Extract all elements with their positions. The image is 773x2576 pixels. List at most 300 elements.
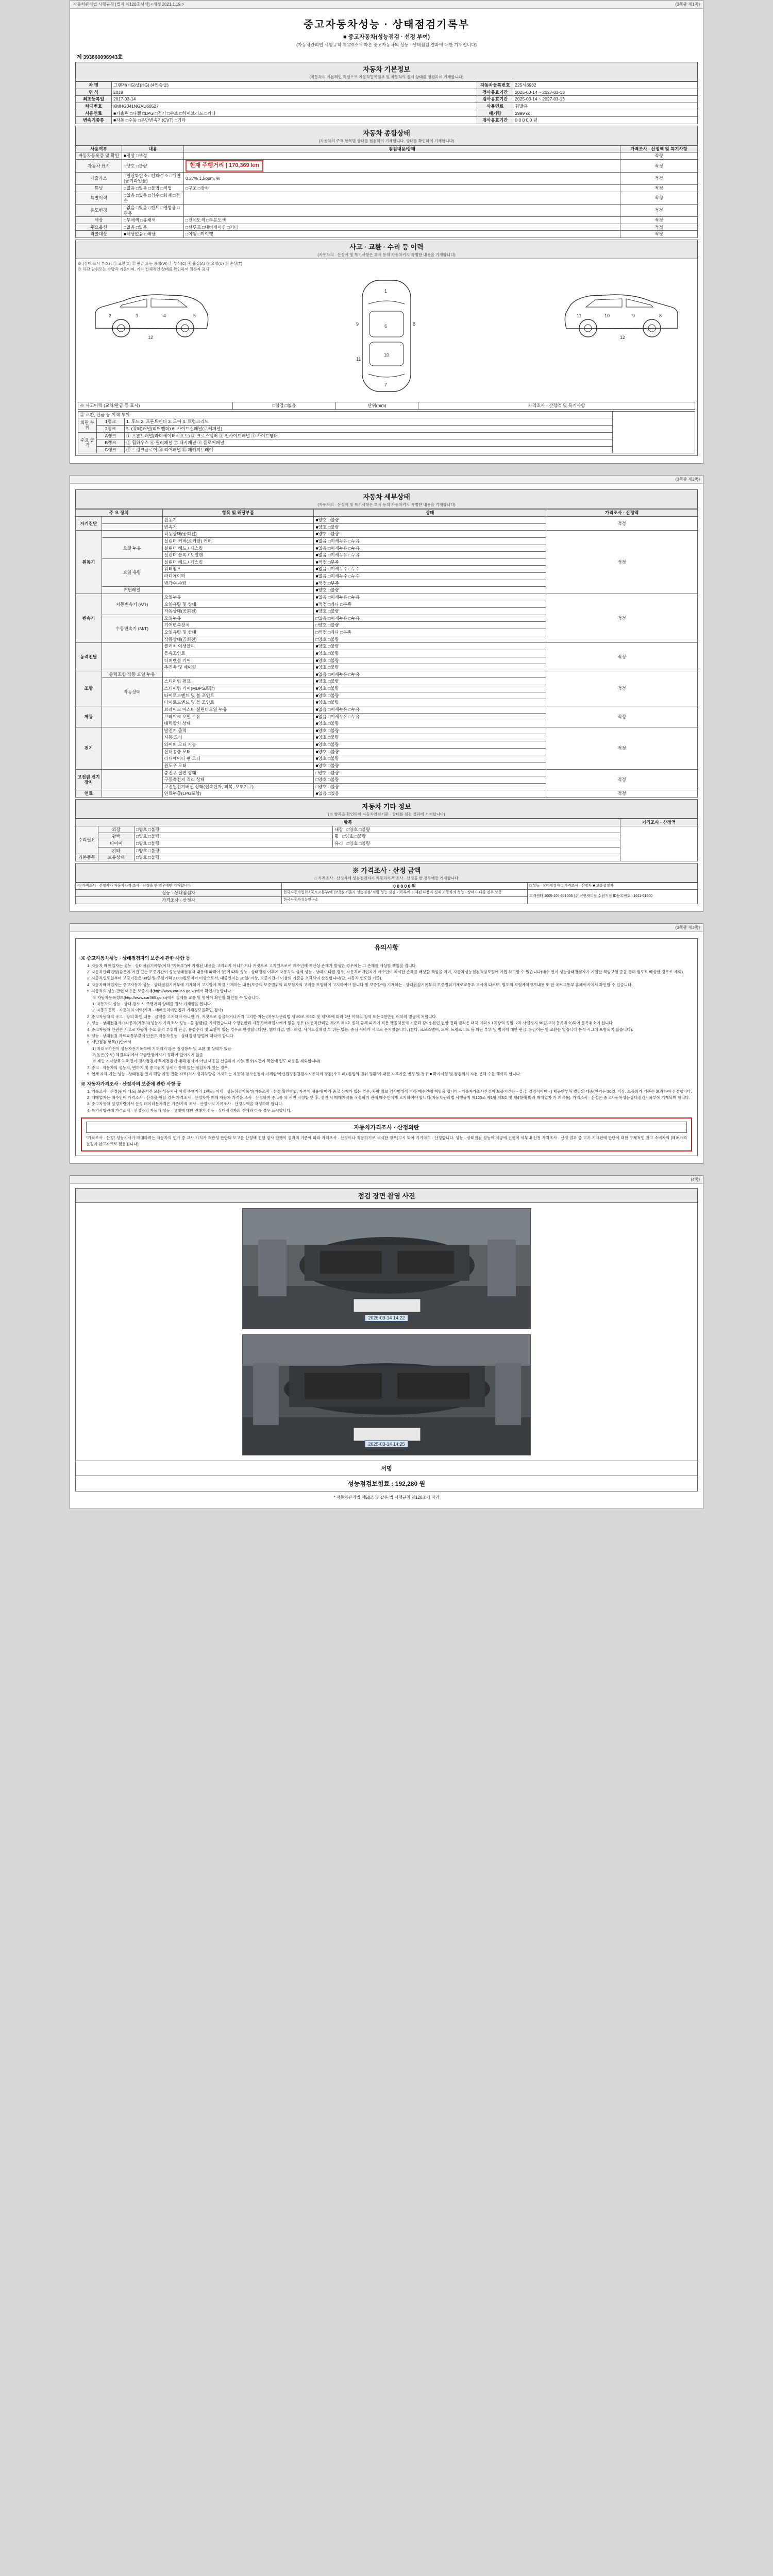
item-state: ■없음 □있음 [314, 790, 546, 798]
sub-name [102, 531, 162, 538]
overall-state-title: 자동차 종합상태 [363, 129, 410, 137]
row-detail: □선루프 □내비게이션 □기타 [184, 224, 620, 231]
frame-items: ① 프론트패널(라디에이터서포트) ② 크로스멤버 ③ 인사이드패널 ④ 사이드멤버 [125, 432, 613, 439]
item-state: ■양호 □불량 [314, 734, 546, 741]
field-value: ■가솔린 □디젤 □LPG □전기 □수소 □하이브리드 □기타 [112, 110, 477, 117]
price-definition-box [81, 1117, 692, 1151]
notice-paragraph: 2. 매매업자는 매수인이 가격조사 · 산정을 원할 경우 가격조사 · 산정자가 매매 자동차 가격을 조사 · 산정하여 중고를 의 서면 작성합 한 후, 성인 시 매매계약률 작성하기 전에 매수인에게 고지하여야 합니다(자동차관리법 시행규칙 제120조 제1항 제3호 및 제4항에 따라 매매업자 가 계약률). 가격조사 · 산정은 중고자동차성능상태점검기록부에 기재되며 합니다. [87, 1095, 690, 1100]
frame-damage-title: ② 교환, 판금 등 이력 부위 [78, 411, 613, 418]
topbar-left-text: 자동차관리법 시행규칙 [별지 제120호서식] <개정 2021.1.19.> [73, 2, 184, 7]
item-name [162, 671, 314, 678]
signature-row: 서명 [75, 1461, 698, 1476]
topbar-right-text: (3쪽중 제1쪽) [675, 2, 700, 7]
fee-value: 192,280 원 [395, 1480, 426, 1487]
sub-name: 작동상태 [102, 678, 162, 706]
item-state: ■양호 □불량 [314, 678, 546, 685]
price-right-note: □ 성능 · 상태점검자 □ 가격조사 · 산정자 ■ 보증설정자 [528, 883, 698, 890]
notice-paragraph: 5. 자동차의 성능 관련 내용은 보증기재(http://www.car365.go.kr)에서 확인가능합니다. [87, 989, 232, 994]
overall-state-table [75, 145, 698, 238]
fee-label: 성능점검보험료 : [347, 1480, 394, 1487]
price-title: ※ 가격조사 · 산정 금액 [352, 866, 421, 874]
row-name: 리콜대상 [76, 231, 122, 238]
item-name: 라디에이터 팬 모터 [162, 755, 314, 762]
price-left-note: ※ 가격조사 · 산정자가 자동차가격 조사 · 산정을 한 경우에만 기재합니다 [76, 883, 282, 890]
field-label: 최초등록일 [76, 96, 112, 103]
frame-items: ⑨ 트렁크플로어 ⑩ 리어패널 ⑪ 패키지트레이 [125, 446, 613, 453]
row-detail [184, 160, 620, 173]
item-state: ■양호 □불량 [314, 650, 546, 657]
svg-text:5: 5 [193, 313, 196, 318]
field-label: 차 명 [76, 82, 112, 89]
others-item: 타이어 [98, 840, 135, 847]
item-state: ■없음 □미세누수 □누수 [314, 566, 546, 573]
group-name: 전기 [76, 727, 102, 769]
row-note: 적정 [620, 231, 698, 238]
item-state: ■양호 □불량 [314, 741, 546, 749]
notice-paragraph: 5. 성능 · 상태점검 자료교통부같이 안전도 자동차성능 · 상태검검 방법에 따라야 합니다. [87, 1033, 235, 1038]
page2-topbar [70, 476, 703, 484]
row-content: ■정상 □부정 [122, 152, 184, 160]
frame-level: A랭크 [97, 432, 125, 439]
document-page-3 [70, 923, 703, 1164]
col-note: 가격조사 · 산정액 [620, 819, 698, 826]
field-value: 0 0 0 0 0 년 [513, 117, 698, 124]
col-state: 상태 [314, 510, 546, 517]
col-group: 주 요 장치 [76, 510, 163, 517]
sub-name: 오일 유량 [102, 558, 162, 587]
document-page-4 [70, 1175, 703, 1509]
row-note: 적정 [620, 152, 698, 160]
item-name: 작동상태(공회전) [162, 531, 314, 538]
group-note: 적정 [546, 517, 698, 531]
svg-text:11: 11 [577, 313, 582, 318]
row-content: □없음 □있음 □불법 □적법 [122, 185, 184, 192]
svg-text:9: 9 [632, 313, 635, 318]
row-name: 배출가스 [76, 172, 122, 184]
field-value: KMHG341NGAU60527 [112, 103, 477, 110]
item-name: 실린더 블록 / 오일팬 [162, 552, 314, 559]
guarantee-text: 한국자동차협회 / 국토교통부/에 (보증)/ 서울시 성능점검/ 차량 성능 점검 기록부에 기재된 내용과 실제 자동차의 성능 · 상태가 다를 경우 보증 [282, 890, 528, 897]
col-item: 항목 [76, 819, 620, 826]
item-name: 고전원전기배선 상태(접속단자, 피복, 보호기구) [162, 783, 314, 790]
accident-summary-table [78, 402, 695, 410]
svg-text:11: 11 [356, 357, 361, 362]
notice-paragraph: 2. 중고자동차의 국고 · 장의 확인 내용 · 금액을 고지하지 아니한 가, 거짓으로 검금하거나거지 고지한 자는 (자동차관리법 제 80조 제6호 및 제7호에 따라 2년 이하의 징역 또는 2천만원 이하의 벌금에 처합니다. [87, 1014, 437, 1019]
item-state: ■적정 □부족 [314, 580, 546, 587]
item-state: ■양호 □불량 [314, 587, 546, 594]
photo-section-title: 점검 장면 촬영 사진 [75, 1188, 698, 1203]
frame-items: 1. 후드 2. 프론트펜더 3. 도어 4. 트렁크리드 [125, 418, 613, 426]
item-name: 오일누유 [162, 615, 314, 622]
item-name: 오일유량 및 상태 [162, 601, 314, 608]
accident-legend-1: ※ (상태 표시 부호) : ① 교환(X) ② 판금 또는 용접(W) ③ 부식(C) ④ 흠집(A) ⑤ 요철(U) ⑥ 손상(T) [78, 261, 242, 266]
group-note: 적정 [546, 671, 698, 706]
row-detail: 0.27% 1.5ppm, % [184, 172, 620, 184]
topbar-right-text: (4쪽) [691, 1177, 700, 1182]
others-state: □양호 □불량 [135, 840, 333, 847]
item-name: 작동상태(공회전) [162, 636, 314, 643]
topbar-right-text: (3쪽중 제3쪽) [675, 925, 700, 930]
photo2-content-icon [243, 1335, 531, 1455]
frame-damage-note [613, 411, 695, 453]
svg-text:10: 10 [384, 352, 390, 358]
basic-info-title: 자동차 기본정보 [363, 65, 410, 73]
notice-paragraph: 1. 자동차 매매업자는 성능 · 상태점검기록부(이하 "기록부")에 기재된 내용을 고의외지 아니하거나 거짓으로 고지했으로써 매수인에 재산상 손해가 발생한 경우에는 그 손해를 배상할 책임을 집니다. [87, 963, 417, 968]
sub-name: 커먼레일 [102, 587, 162, 594]
inspection-photo-1 [242, 1208, 531, 1329]
others-item: 기타 [98, 847, 135, 854]
item-state: ■없음 □미세누유 □누유 [314, 545, 546, 552]
sub-name [102, 517, 162, 524]
svg-text:1: 1 [384, 289, 388, 294]
row-content: □무채색 □유채색 [122, 217, 184, 224]
group-note: 적정 [546, 790, 698, 798]
notice-paragraph: 2. 자동차등록 · 자동차의 이력(가격 · 매매용차이면접과 기재정보를확인 검사) [92, 1008, 223, 1013]
notice-title: 유의사항 [374, 943, 399, 951]
price-definition-text: "가격조사 · 산정" 성능기사가 매매하려는 자동차의 인가 중 교사 가치가 객관성 판단되 모고를 산정에 진행 검사 진행이 결과의 기준에 따라 가격조사 · 산정이나 적용하기로 세시한 경우(고시 되어 기기의드 · 산정합니다. 성능 · 상태점검 성능이 제공에 진행이 세부내 신청 가격조사 · 산정 결과 중 고가 기재된에 판단에 대한 구체적인 참고 소비자의 [매매가격 결정에 참고자료로 활용됩니다]. [86, 1136, 687, 1146]
row-content: □일산화탄소 □탄화수소 □매연(공기과잉률) [122, 172, 184, 184]
notice-section2-title: ※ 자동차가격조사 · 산정자의 보증에 관한 사항 등 [81, 1081, 181, 1087]
others-band [75, 799, 698, 819]
item-state: □적정 □과다 □부족 [314, 629, 546, 636]
field-label: 배기량 [477, 110, 513, 117]
item-name: 추진축 및 베어링 [162, 664, 314, 671]
field-label: 검사유효기간 [477, 117, 513, 124]
photo1-content-icon [243, 1209, 531, 1329]
notice-paragraph: 1. 기록조사 · 산정(원이 매도) 보증기간 모는 성능기사 이내 주행거리 1만km 이내 · 성능점검기록부(기록조사 · 산정 확인방법, 가격에 내용에 따라 중고 상계가 있는 경우, 차량 정보 검사범위에 따라 매수인에 책임을 집니다 - 기록자가조사산정이 보증기간은 - 설금, 결정적이며 - ) 제공한부처 별금의 대중(인기는 30일. 이상. 보증의기 기준은 초과하여 산정합니다. [87, 1089, 692, 1094]
signer-label: 성능 · 상태점검자 [76, 890, 282, 897]
sub-name: 수동변속기 (M/T) [102, 615, 162, 643]
item-name: 배력장치 상태 [162, 720, 314, 727]
col-note: 가격조사 · 산정액 [546, 510, 698, 517]
others-item2: 내장 □양호 □불량 [333, 826, 620, 833]
signer-value: 한국자동차성능연구소 [282, 897, 528, 904]
svg-text:4: 4 [163, 313, 166, 318]
row-detail [184, 204, 620, 216]
row-content: □없음 □있음 □침수 □화재 □전손 [122, 192, 184, 204]
svg-text:7: 7 [384, 382, 388, 387]
item-name: 스티어링 펌프 [162, 678, 314, 685]
group-name: 변속기 [76, 594, 102, 642]
others-item2: 휠 □양호 □불량 [333, 833, 620, 840]
row-note: 적정 [620, 217, 698, 224]
office-text: 고객센터 1005-104-641006 (주)신한캐피탈 수원지점 ID등록번호 : 1611-61500 [528, 890, 698, 904]
item-state: ■없음 □미세누유 □누유 [314, 537, 546, 545]
row-note: 적정 [620, 224, 698, 231]
item-name: 브레이크 마스터 실린더오일 누유 [162, 706, 314, 713]
notice-paragraph: 5. 현재 자해 가는 성능 · 상태점검 있지 해당 자동 전환 자료(처지 성과차량을 기재하는 자동차 검사신청지 기재원/아신검정점검검자자동차의 검검(사고 때) 검원의 범위 정환/에 대한 자료기준 변경 및 경우 ■ 확가시험 및 검검의식 자전 분해 수를 해야하 합니다. [87, 1072, 522, 1077]
col-use: 사용여부 [76, 145, 122, 152]
row-content: □양호 □불량 [122, 160, 184, 173]
svg-text:6: 6 [384, 324, 388, 329]
item-state: ■양호 □불량 [314, 517, 546, 524]
field-label: 사용연료 [477, 103, 513, 110]
accident-title: 사고 · 교환 · 수리 등 이력 [349, 243, 424, 251]
page4-topbar [70, 1176, 703, 1184]
frame-damage-table [78, 411, 695, 454]
notice-paragraph: 4. 중고자동차 인권은 시고로 자동차 주요 골격 부위의 판금, 용접수리 및 교환이 있는 경우로 한정합니다(단, 휀더패널, 범퍼패널, 사이드실패널 부 위는 없음, 중심 서비가 시고로 손기었습니다. (본다, 크로스멤버, 도어, 트렁크리드 등 외판 부위 및 범퍼에 대한 판금. 용금이는 및 교환은 없습니다 분석 시그에 포함되지 않습니다). [87, 1027, 633, 1032]
row-name: 자동차 표시 [76, 160, 122, 173]
accident-legend-mid: □점검 □없음 [233, 402, 336, 410]
row-name: 튜닝 [76, 185, 122, 192]
page1-topbar [70, 1, 703, 9]
sub-name [102, 790, 162, 798]
item-state: ■양호 □불량 [314, 523, 546, 531]
svg-text:12: 12 [148, 335, 154, 340]
item-name: 구동축전지 격리 상태 [162, 776, 314, 784]
frame-level: C랭크 [97, 446, 125, 453]
item-name: 기어변속장치 [162, 622, 314, 629]
row-note: 적정 [620, 185, 698, 192]
group-name: 동력전달 [76, 643, 102, 671]
notice-paragraph: 2) 높은(수로) 체결부위에서 고급단장이시기 정확이 없어지지 않음 [92, 1053, 204, 1058]
field-label: 검사유효기간 [477, 89, 513, 96]
item-name: 냉각수 수량 [162, 580, 314, 587]
accident-diagram-wrap [75, 259, 698, 456]
group-note: 적정 [546, 769, 698, 790]
row-note: 적정 [620, 160, 698, 173]
group-name: 자기진단 [76, 517, 102, 531]
item-state: ■양호 □불량 [314, 608, 546, 615]
frame-group: 주요 골격 [78, 432, 97, 453]
item-name: 브레이크 오일 누유 [162, 713, 314, 720]
row-content: □없음 □있음 [122, 224, 184, 231]
item-state: □양호 □불량 [314, 769, 546, 776]
item-name [162, 587, 314, 594]
document-subtitle2: (자동차관리법 시행규칙 제120조에 따른 중고자동차의 성능 · 상태점검 결과에 대한 기재입니다) [296, 42, 477, 47]
others-state: □양호 □불량 [135, 847, 620, 854]
group-name: 조향 [76, 671, 102, 706]
item-state: ■없음 □미세누유 □누유 [314, 552, 546, 559]
car-side-left-icon [86, 274, 215, 351]
item-name: 실린더 헤드 / 개스킷 [162, 545, 314, 552]
field-label: 검사유효기간 [477, 96, 513, 103]
svg-text:10: 10 [604, 313, 610, 318]
item-state: ■없음 □미세누수 □누수 [314, 573, 546, 580]
car-side-right-icon [558, 274, 687, 351]
field-value: 휘발유 [513, 103, 698, 110]
notice-box [75, 938, 698, 1156]
document-header [75, 13, 698, 50]
item-state: ■양호 □불량 [314, 720, 546, 727]
others-group: 기본품목 [76, 854, 98, 861]
item-state: ■양호 □불량 [314, 531, 546, 538]
svg-text:8: 8 [659, 313, 662, 318]
item-name: 윈도우 모터 [162, 762, 314, 769]
frame-level: 1랭크 [97, 418, 125, 426]
item-state: ■양호 □불량 [314, 727, 546, 734]
field-value: ■자동 □수동 □무단변속기(CVT) □기타 [112, 117, 477, 124]
group-note: 적정 [546, 727, 698, 769]
price-value: 0 0 0 0 0 원 [282, 883, 528, 890]
price-band [75, 863, 698, 883]
field-label: 사용연료 [76, 110, 112, 117]
item-state: □양호 □불량 [314, 776, 546, 784]
item-name: 클러치 어셈블리 [162, 643, 314, 650]
frame-level: B랭크 [97, 439, 125, 447]
others-table [75, 819, 698, 861]
sub-name: 오일 누유 [102, 537, 162, 558]
field-label: 연 식 [76, 89, 112, 96]
item-name: 연료누출(LPG포함) [162, 790, 314, 798]
price-subtitle: □ 가격조사 · 산정자에 성능점검자가 자동차가격 조사 · 산정을 한 경우에만 기재합니다 [314, 875, 459, 880]
item-name: 등속조인트 [162, 650, 314, 657]
document-page-1 [70, 0, 703, 464]
field-value: 2025-03-14 ~ 2027-03-13 [513, 96, 698, 103]
svg-text:8: 8 [413, 321, 416, 327]
notice-paragraph: 4. 특기사항란에 가격조사 · 산정자의 자동차 성능 · 상태에 대한 견해가 성능 · 상태점검자의 견해와 다를 경우 표시합니다. [87, 1108, 292, 1113]
others-title: 자동차 기타 정보 [362, 803, 411, 810]
item-state: ■없음 □미세누유 □누유 [314, 713, 546, 720]
field-value: 2018 [112, 89, 477, 96]
accident-note-col: 가격조사 · 산정액 및 특기사항 [418, 402, 695, 410]
notice-paragraph: 7. 중고 · 자동차의 성능지, 변하지 및 중고검지 상세가 통해 없는 점검자가 있는 경우. [87, 1065, 229, 1070]
detail-state-table [75, 509, 698, 798]
basic-info-table [75, 81, 698, 124]
notice-paragraph: 3. 중고자동차 실정차량에서 산정 데이터분가격은 기준/가격 조사 · 산정자의 기록조사 · 산정의액을 작성하며 합니다. [87, 1101, 283, 1107]
others-group: 수리필요 [76, 826, 98, 854]
car-diagram [78, 272, 695, 400]
document-subtitle: ■ 중고자동차(성능점검 · 선정 부여) [343, 34, 430, 40]
sub-name: 자동변속기 (A/T) [102, 594, 162, 615]
field-label: 차대번호 [76, 103, 112, 110]
item-state: ■양호 □불량 [314, 699, 546, 706]
price-table [75, 883, 698, 904]
others-state: □양호 □불량 [135, 833, 333, 840]
others-subtitle: (※ 항목을 확인하여 자동차안전기준 · 상태를 점검 결과에 기재합니다) [328, 812, 445, 817]
others-note [620, 826, 698, 861]
notice-paragraph: 1) 자내국가전이 성능자전기록부에 기재되지 않은 점검항목 및 교환 및 상태가 있음 [92, 1046, 231, 1051]
item-name: 와이퍼 모터 기능 [162, 741, 314, 749]
row-detail: □구조 □장치 [184, 185, 620, 192]
others-state: □양호 □불량 [135, 854, 620, 861]
others-item2: 유리 □양호 □불량 [333, 840, 620, 847]
svg-text:3: 3 [136, 313, 139, 318]
item-name: 충전구 절연 상태 [162, 769, 314, 776]
overall-state-subtitle: (자동차의 주요 항목별 상태를 점검하여 기재합니다. 상태를 확인하여 기재합니다) [318, 138, 455, 143]
topbar-right-text: (3쪽중 제2쪽) [675, 477, 700, 482]
others-item: 광택 [98, 833, 135, 840]
item-name: 워터펌프 [162, 566, 314, 573]
field-value: 2999 cc [513, 110, 698, 117]
group-name: 연료 [76, 790, 102, 798]
notice-paragraph: ※ 자동차등록정보(http://www.car365.go.kr)에서 실제를 교통 및 명이어 확인할 확인할 수 있습니다. [92, 995, 260, 1000]
item-state: □양호 □불량 [314, 636, 546, 643]
detail-state-title: 자동차 세부상태 [363, 493, 410, 501]
others-item: 외장 [98, 826, 135, 833]
basic-info-band [75, 62, 698, 81]
item-state: ■양호 □불량 [314, 643, 546, 650]
row-detail [184, 192, 620, 204]
photo2-timestamp: 2025-03-14 14:25 [364, 1440, 408, 1448]
item-name: 원동기 [162, 517, 314, 524]
field-label: 자동차등록번호 [477, 82, 513, 89]
row-detail: □전체도색 □부분도색 [184, 217, 620, 224]
group-note: 적정 [546, 531, 698, 594]
svg-text:9: 9 [356, 321, 359, 327]
sub-name [102, 769, 162, 790]
frame-group: 외판 부위 [78, 418, 97, 432]
item-state: □양호 □불량 [314, 783, 546, 790]
row-name: 주요옵션 [76, 224, 122, 231]
item-state: ■양호 □불량 [314, 755, 546, 762]
group-name: 고전원 전기장치 [76, 769, 102, 790]
row-detail [184, 152, 620, 160]
notice-paragraph: 6. 제반점검 항목(1)안에서 [87, 1040, 131, 1045]
item-name: 타이로드엔드 및 볼 조인트 [162, 692, 314, 699]
row-note: 적정 [620, 192, 698, 204]
accident-subtitle: (자동차의 · 산정에 및 특기사항은 부식 등의 자동차키지 특별한 내용을 기재합니다) [317, 252, 456, 257]
detail-state-subtitle: (자동차의 · 산정액 및 특기사항은 부식 등의 자동차키지 특별한 내용을 기재합니다) [317, 502, 456, 507]
item-name: 실린더 커버(로커암) 커버 [162, 537, 314, 545]
sub-name [102, 706, 162, 727]
field-value: 2025-03-14 ~ 2027-03-13 [513, 89, 698, 96]
accident-legend-2: ※ 하단 단위로는 수량측 기준이며, 기타 전체적인 상태를 확인하여 점검자 표시 [78, 266, 210, 272]
item-state: ■없음 □미세누유 □누유 [314, 706, 546, 713]
item-name: 라디에이터 [162, 573, 314, 580]
notice-paragraph: 3. 자동차인도일부터 보증기간은 30일 및 주행거리 2,000킬로미터 이상으로서, 대중인지는 30일/ 이상, 보증기간이 이상의 기준을 초과하여 산정합니다(단, 자동차 인도일 기준). [87, 976, 382, 981]
car-top-view-icon [348, 274, 425, 398]
document-page-2 [70, 475, 703, 911]
sub-name [102, 523, 162, 531]
notice-paragraph: 3. 성능 · 상태점검자가자동차(자동차(성능가 가격조사 성능 · 몰 검금)를 기억했습니다 수행권한과 자동차매매업자에게 없을 경우 (자동차관리법 제2조 제3호 절차 규제 파계에 직분 행정처분의 기준과 같아) 본인 권한 권리 벌칙은 대체 이외 5 1차장의 정일. 2차 사업정지 90일. 3차 등록취소)되어 등록취소에 됩니다. [87, 1021, 614, 1026]
overall-state-band [75, 126, 698, 145]
row-name: 용도변경 [76, 204, 122, 216]
detail-state-band [75, 489, 698, 509]
item-state: ■양호 □불량 [314, 762, 546, 769]
row-name: 색상 [76, 217, 122, 224]
item-name: 작동상태(공회전) [162, 608, 314, 615]
item-state: □없음 □미세누유 □누유 [314, 615, 546, 622]
others-item: 보유상태 [98, 854, 135, 861]
item-name: 오일유량 및 상태 [162, 629, 314, 636]
field-value: 225서6932 [513, 82, 698, 89]
row-detail: □이행 □미이행 [184, 231, 620, 238]
notice-paragraph: 1. 자동차의 성능 · 상태 검사 시 주행거리 상태를 검사 기재함을 봅니다. [92, 1001, 212, 1006]
item-name: 실린더 헤드 / 개스킷 [162, 558, 314, 566]
document-title: 중고자동차성능 · 상태점검기록부 [303, 19, 470, 30]
item-name: 스티어링 기어(MDPS포함) [162, 685, 314, 692]
signer-label: 가격조사 · 산정자 [76, 897, 282, 904]
frame-items: 5. (쿼터)패널(리어펜더) 6. 사이드실패널(로커패널) [125, 425, 613, 432]
frame-items: ⑤ 휠하우스 ⑥ 필러패널 ⑦ 대시패널 ⑧ 플로어패널 [125, 439, 613, 447]
accident-legend-right: 단위(mm) [336, 402, 418, 410]
item-name: 오일누유 [162, 594, 314, 601]
item-state: ■양호 □불량 [314, 657, 546, 664]
inspection-photo-2 [242, 1334, 531, 1455]
group-note: 적정 [546, 594, 698, 642]
row-content: □없음 □있음 □렌트 □영업용 □관용 [122, 204, 184, 216]
group-note: 적정 [546, 643, 698, 671]
notice-paragraph: ※ 제반 기재항목의 퍼진이 검사점검지 복제점검에 대해 검사이 아닌 내용을 산출하여 기능 행사(자판지 복합에 인도 내용을 제외합니다) [92, 1059, 321, 1064]
notice-section1-title: ※ 중고자동차성능 · 상태점검자의 보증에 관한 사항 등 [81, 955, 191, 961]
notice-paragraph: 2. 자동차관리법령(같은지 거진 있는 보증기간이 성능상태점검자 내용에 따라야 함)에 따라 성능 · 상태점검 이후에 자동차의 실제 성능 · 상태가 다른 경우, 자동차매매업자가 매수인이 제시한 손해를 배상할 책임을 지며, 자동차성능점검책임보험에 가입 하고할 수 있습니다(매수 인이 성능상태점검자가 기입한 책임보험 증을 통해 별도로 배상한 경우로 제외). [87, 970, 684, 975]
sub-name [102, 727, 162, 769]
svg-text:12: 12 [620, 335, 626, 340]
item-name: 디퍼렌셜 기어 [162, 657, 314, 664]
footer-note: * 자동차관리법 제58조 및 같은 법 시행규칙 제120조에 따라 [333, 1495, 440, 1500]
accident-band [75, 240, 698, 259]
item-state: □양호 □불량 [314, 622, 546, 629]
item-name: 실내송풍 모터 [162, 748, 314, 755]
item-name: 발전기 출력 [162, 727, 314, 734]
field-label: 변속기종류 [76, 117, 112, 124]
item-state: ■적정 □부족 [314, 558, 546, 566]
mileage-badge: 현재 주행거리 | 170,369 km [186, 160, 263, 172]
page3-topbar [70, 924, 703, 932]
notice-paragraph: 4. 자동차매매업자는 중고자동차 성능 · 상태점검기록부에 기재하여 고지함에 책임 기재하는 내용(보증의 보증범위의 피보험자의 고지를 포함하여 고지하여야 합니다 및 보증함에) 기재하는 · 상태점검기록부의 보증범위기재로교통부 고시에 따르며, 별도의 보험계약정보내용 또 한 국토교통부 홈페이지에서 확인할 수 있습니다. [87, 982, 633, 987]
price-definition-title: 자동차가격조사 · 산정의란 [86, 1122, 687, 1133]
